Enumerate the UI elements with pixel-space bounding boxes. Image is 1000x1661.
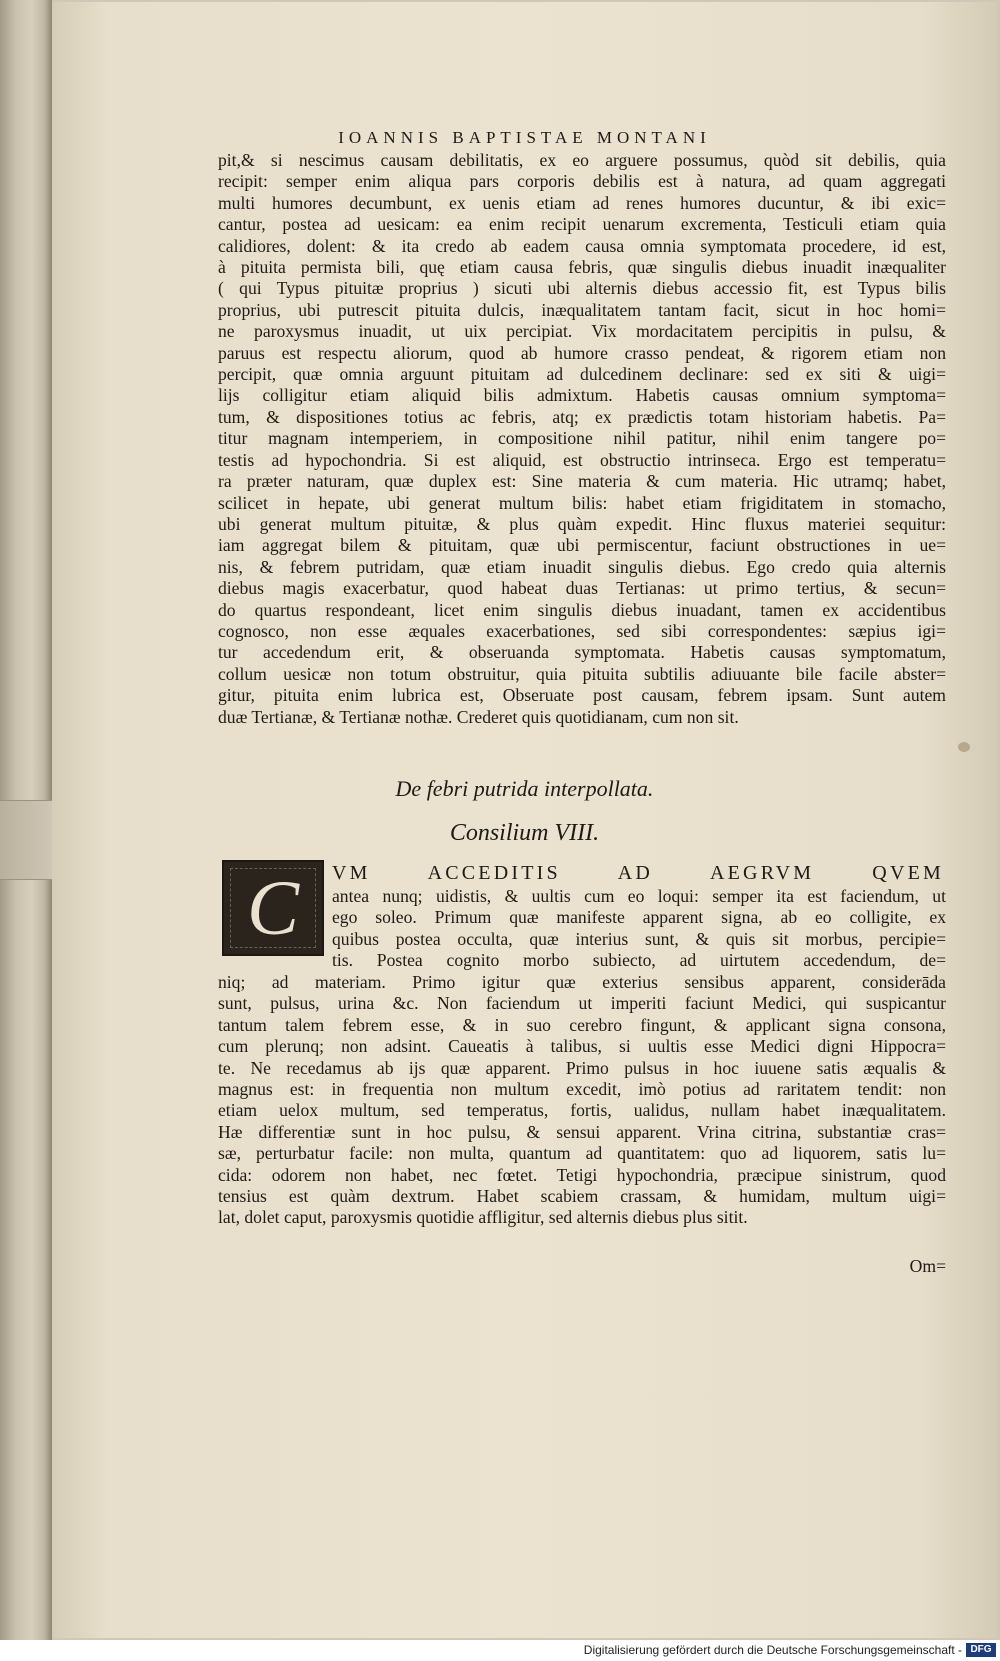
text-line: gitur, pituita enim lubrica est, Obseruate post causam, febrem ipsam. Sunt autem [218,685,946,706]
opening-capitals: VM ACCEDITIS AD AEGRVM QVEM [332,862,944,884]
decorated-initial-icon: C [222,860,324,956]
text-line: lijs colligitur etiam aliquid bilis admixtum. Habetis causas omnium symptoma= [218,385,946,406]
catchword: Om= [909,1256,946,1276]
text-line: nis, & febrem putridam, quæ etiam inuadit singulis diebus. Ego credo quia alternis [218,556,946,577]
section-title: De febri putrida interpollata. [395,776,654,801]
text-line: tum, & dispositiones totius ac febris, atq; ex prædictis totam historiam habetis. Pa= [218,406,946,427]
paper-stain [958,742,970,752]
text-line: cida: odorem non habet, nec fœtet. Tetigi hypochondria, præcipue sinistrum, quod [218,1164,946,1185]
consilium-heading: Consilium VIII. [449,820,600,846]
text-line: scilicet in hepate, ubi generat multum bilis: habet etiam frigiditatem in stomacho, [218,492,946,513]
text-line: calidiores, dolent: & ita credo ab eadem causa omnia symptomata procedere, id est, [218,235,946,256]
text-line: ubi generat multum pituitæ, & plus quàm expedit. Hinc fluxus materiei sequitur: [218,513,946,534]
text-line: Hæ differentiæ sunt in hoc pulsu, & sensui apparent. Vrina citrina, substantiæ cras= [218,1121,946,1142]
text-line: antea nunq; uidistis, & uultis cum eo loqui: semper ita est faciendum, ut [332,886,946,906]
text-line: titur magnam intemperiem, in compositione nihil patitur, nihil enim tangere po= [218,428,946,449]
paragraph-2-indented [332,886,946,972]
text-line: testis ad hypochondria. Si est aliquid, est obstructio intrinseca. Ergo est temperatu= [218,449,946,470]
text-line: duæ Tertianæ, & Tertianæ nothæ. Crederet quis quotidianam, cum non sit. [218,706,739,727]
text-line: collum uesicæ non totum obstruitur, quia pituita subtilis adiuuante bile facile abster= [218,663,946,684]
text-line: ( qui Typus pituitæ proprius ) sicuti ubi alternis diebus accessio fit, est Typus bilis [218,278,946,299]
text-line: cantur, postea ad uesicam: ea enim recipit uenarum excrementa, Testiculi etiam quia [218,214,946,235]
dfg-logo-icon: DFG [966,1643,996,1657]
text-line: paruus est respectu aliorum, quod ab humore crasso pendeat, & rigorem etiam non [218,342,946,363]
book-page [52,2,997,1638]
catchword-block [218,1256,946,1277]
text-line: à pituita permista bili, quę etiam causa febris, quæ singulis diebus inuadit inæqualiter [218,257,946,278]
running-head: IOANNIS BAPTISTAE MONTANI [338,128,711,147]
text-line: niq; ad materiam. Primo igitur quæ exterius sensibus apparent, considerāda [218,972,946,992]
text-line: te. Ne recedamus ab ijs quæ apparent. Primo pulsus in hoc iuuene satis æqualis & [218,1057,946,1078]
text-line: diebus magis exacerbatur, quod habeat duas Tertianas: ut primo tertius, & secun= [218,578,946,599]
text-line: do quartus respondeant, licet enim singulis diebus inuadant, tamen ex accidentibus [218,599,946,620]
text-line: etiam uelox multum, sed temperatus, fortis, ualidus, nullam habet inæqualitatem. [218,1100,946,1121]
text-line: sæ, perturbatur facile: non multa, quantum ad quantitatem: quo ad liquorem, satis lu= [218,1143,946,1164]
text-line: tantum talem febrem esse, & in suo cerebro fingunt, & applicant signa consona, [218,1014,946,1035]
text-line: recipit: semper enim aliqua pars corporis debilis est à natura, ad quam aggregati [218,171,946,192]
paragraph-2 [218,972,946,1229]
text-line: percipit, quæ omnia arguunt pituitam ad dulcedinem declinare: sed ex siti & uigi= [218,364,946,385]
page-content [52,2,997,1638]
text-line: ra præter naturam, quæ duplex est: Sine materia & cum materia. Hic utramq; habet, [218,471,946,492]
text-line: ne paroxysmus inuadit, ut uix percipiat. Vix mordacitatem percipitis in pulsu, & [218,321,946,342]
text-line: tis. Postea cognito morbo subiecto, ad uirtutem accedendum, de= [332,950,946,971]
footer-bar [0,1640,1000,1661]
text-line: tensius est quàm dextrum. Habet scabiem crassam, & humidam, multum uigi= [218,1186,946,1207]
text-line: lat, dolet caput, paroxysmis quotidie affligitur, sed alternis diebus plus sitit. [218,1207,748,1228]
paragraph-1 [218,150,946,728]
text-line: sunt, pulsus, urina &c. Non faciendum ut imperiti faciunt Medici, qui suspicantur [218,993,946,1014]
text-line: cum plerunq; non adsint. Caueatis à talibus, si uultis esse Medici digni Hippocra= [218,1036,946,1057]
text-line: proprius, ubi putrescit pituita dulcis, inæqualitatem tantam facit, sicut in hoc homi= [218,299,946,320]
footer-credit: Digitalisierung gefördert durch die Deutsche Forschungsgemeinschaft - [583,1643,962,1657]
text-line: magnus est: in frequentia non multum excedit, imò potius ad raritatem tendit: non [218,1079,946,1100]
text-line: tur accedendum erit, & obseruanda symptomata. Habetis causas symptomatum, [218,642,946,663]
text-line: multi humores decumbunt, ex uenis etiam ad renes humores ducuntur, & ibi exic= [218,192,946,213]
text-line: pit,& si nescimus causam debilitatis, ex eo arguere possumus, quòd sit debilis, quia [218,150,946,170]
text-line: ego soleo. Primum quæ manifeste apparent signa, ab eo colligite, ex [332,907,946,928]
text-line: cognosco, non esse æquales exacerbationes, sed sibi correspondentes: sæpius igi= [218,620,946,641]
text-line: iam aggregat bilem & pituitam, quæ ubi permiscentur, faciunt obstructiones in ue= [218,535,946,556]
text-line: quibus postea occulta, quæ interius sunt, & quis sit morbus, percipie= [332,928,946,949]
